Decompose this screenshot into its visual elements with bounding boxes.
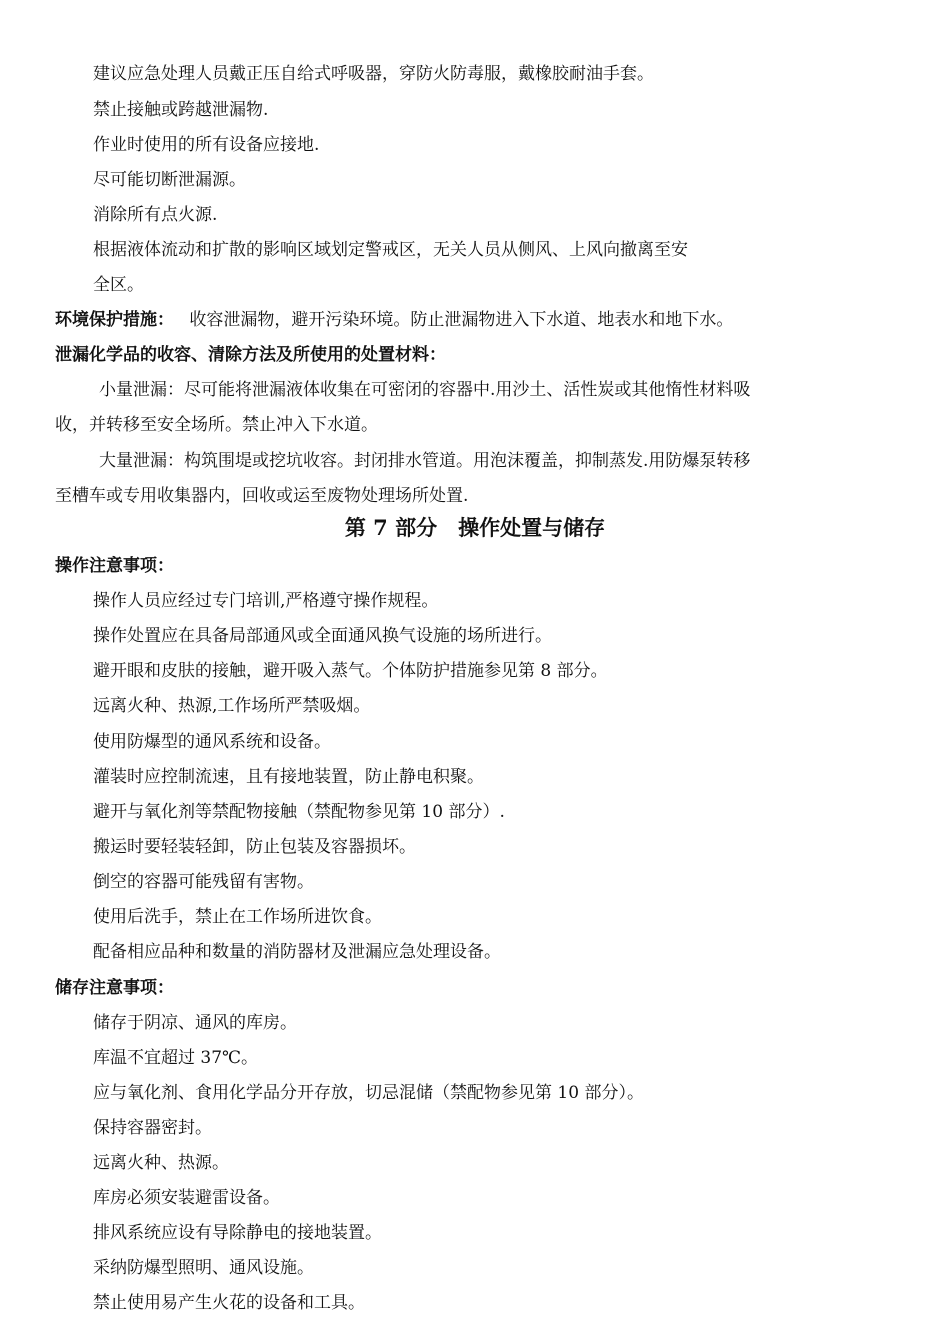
storage-item: 储存于阴凉、通风的库房。 — [93, 1013, 297, 1033]
operation-item: 远离火种、热源,工作场所严禁吸烟。 — [93, 696, 371, 716]
env-protection-label: 环境保护措施： — [55, 310, 174, 330]
storage-item: 禁止使用易产生火花的设备和工具。 — [93, 1293, 365, 1313]
storage-heading: 储存注意事项： — [55, 978, 174, 998]
operation-item: 倒空的容器可能残留有害物。 — [93, 872, 314, 892]
large-spill-line: 至槽车或专用收集器内，回收或运至废物处理场所处置. — [55, 486, 469, 506]
emergency-line: 禁止接触或跨越泄漏物. — [93, 100, 269, 120]
emergency-line: 尽可能切断泄漏源。 — [93, 170, 246, 190]
operation-heading: 操作注意事项： — [55, 556, 174, 576]
storage-item: 保持容器密封。 — [93, 1118, 212, 1138]
env-protection-row — [55, 309, 733, 331]
storage-item: 采纳防爆型照明、通风设施。 — [93, 1258, 314, 1278]
emergency-line: 全区。 — [93, 275, 144, 295]
large-spill-line: 大量泄漏：构筑围堤或挖坑收容。封闭排水管道。用泡沫覆盖，抑制蒸发.用防爆泵转移 — [99, 451, 751, 471]
operation-item: 避开与氧化剂等禁配物接触（禁配物参见第 10 部分）. — [93, 802, 505, 822]
operation-item: 配备相应品种和数量的消防器材及泄漏应急处理设备。 — [93, 942, 501, 962]
emergency-line: 根据液体流动和扩散的影响区域划定警戒区，无关人员从侧风、上风向撤离至安 — [93, 240, 688, 260]
operation-item: 使用防爆型的通风系统和设备。 — [93, 732, 331, 752]
emergency-line: 消除所有点火源. — [93, 205, 218, 225]
section-title: 第 7 部分 操作处置与储存 — [344, 515, 606, 540]
operation-item: 操作处置应在具备局部通风或全面通风换气设施的场所进行。 — [93, 626, 552, 646]
env-protection-text: 收容泄漏物，避开污染环境。防止泄漏物进入下水道、地表水和地下水。 — [189, 310, 734, 330]
storage-item: 应与氧化剂、食用化学品分开存放，切忌混储（禁配物参见第 10 部分）。 — [93, 1083, 644, 1103]
operation-item: 避开眼和皮肤的接触，避开吸入蒸气。个体防护措施参见第 8 部分。 — [93, 661, 608, 681]
storage-item: 库房必须安装避雷设备。 — [93, 1188, 280, 1208]
small-spill-line: 小量泄漏：尽可能将泄漏液体收集在可密闭的容器中.用沙土、活性炭或其他惰性材料吸 — [99, 380, 751, 400]
operation-item: 操作人员应经过专门培训,严格遵守操作规程。 — [93, 591, 439, 611]
storage-item: 远离火种、热源。 — [93, 1153, 229, 1173]
emergency-line: 作业时使用的所有设备应接地. — [93, 135, 320, 155]
storage-item: 排风系统应设有导除静电的接地装置。 — [93, 1223, 382, 1243]
operation-item: 使用后洗手，禁止在工作场所进饮食。 — [93, 907, 382, 927]
small-spill-line: 收，并转移至安全场所。禁止冲入下水道。 — [55, 415, 378, 435]
operation-item: 搬运时要轻装轻卸，防止包装及容器损坏。 — [93, 837, 416, 857]
emergency-line: 建议应急处理人员戴正压自给式呼吸器，穿防火防毒服，戴橡胶耐油手套。 — [93, 64, 654, 84]
cleanup-heading: 泄漏化学品的收容、清除方法及所使用的处置材料： — [55, 345, 446, 365]
storage-item: 库温不宜超过 37℃。 — [93, 1048, 259, 1068]
operation-item: 灌装时应控制流速，且有接地装置，防止静电积聚。 — [93, 767, 484, 787]
